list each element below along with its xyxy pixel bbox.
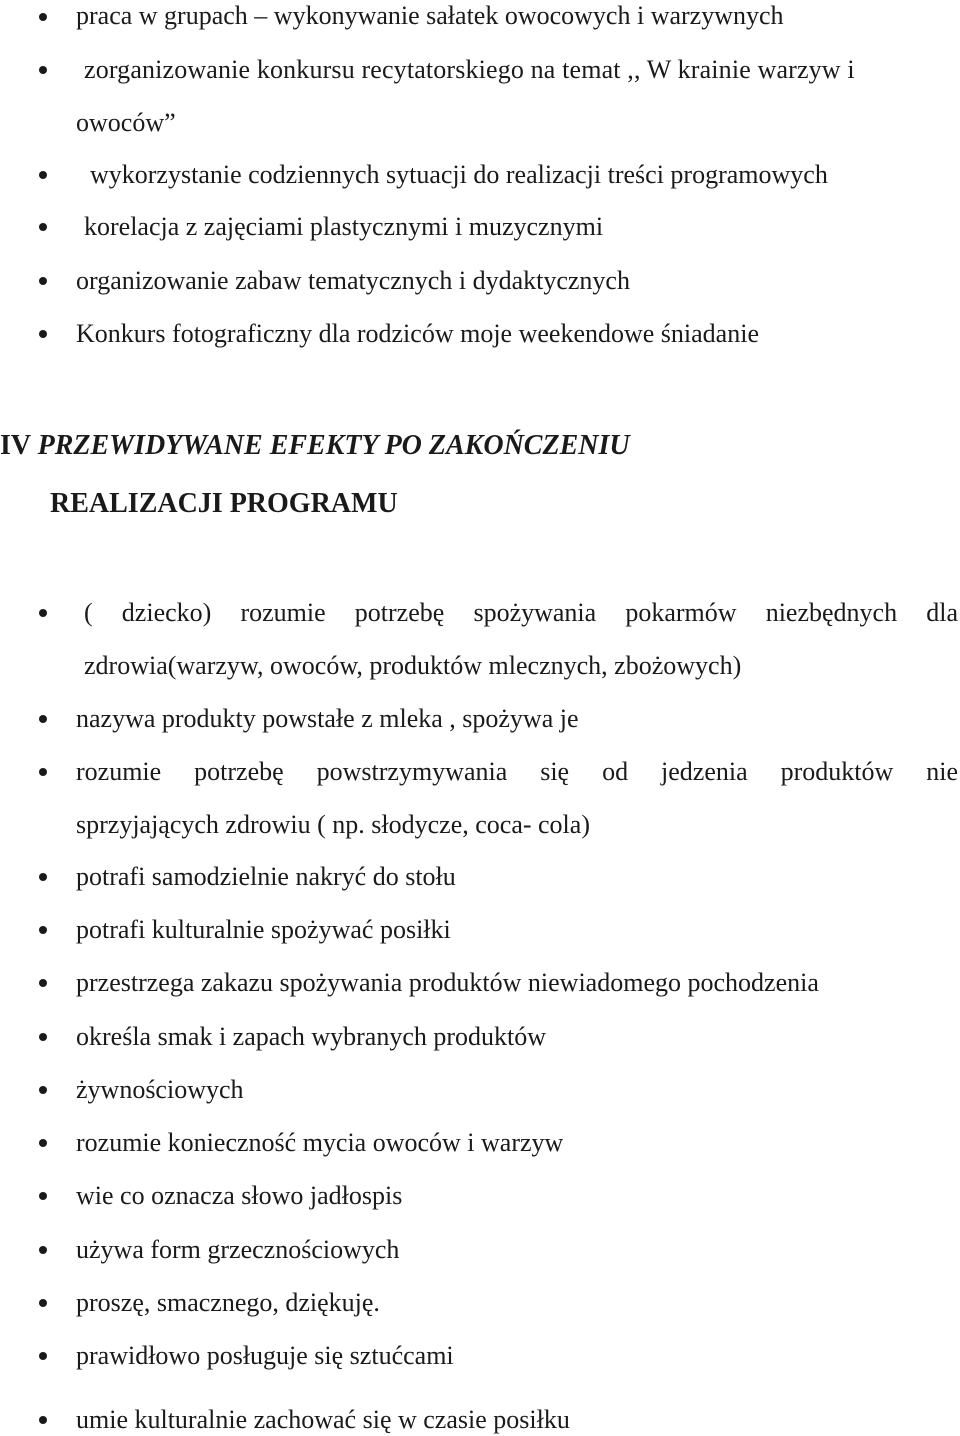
- list-item: umie kulturalnie zachować się w czasie posiłku: [76, 1405, 570, 1434]
- bullet-icon: [39, 223, 47, 231]
- list-item: potrafi samodzielnie nakryć do stołu: [76, 862, 456, 891]
- list-item: prawidłowo posługuje się sztućcami: [76, 1341, 454, 1370]
- list-item: używa form grzecznościowych: [76, 1235, 400, 1264]
- bullet-icon: [39, 1086, 47, 1094]
- bullet-icon: [39, 1416, 47, 1424]
- bullet-icon: [39, 1192, 47, 1200]
- list-item-continuation: owoców”: [76, 108, 176, 137]
- bullet-icon: [39, 609, 47, 617]
- bullet-icon: [39, 13, 47, 21]
- list-item: przestrzega zakazu spożywania produktów niewiadomego pochodzenia: [76, 968, 819, 997]
- list-item-continuation: sprzyjających zdrowiu ( np. słodycze, coca- cola): [76, 810, 590, 839]
- list-item: żywnościowych: [76, 1075, 244, 1104]
- bullet-icon: [39, 873, 47, 881]
- bullet-icon: [39, 768, 47, 776]
- bullet-icon: [39, 66, 47, 74]
- bullet-icon: [39, 1299, 47, 1307]
- list-item: korelacja z zajęciami plastycznymi i muzycznymi: [84, 212, 604, 241]
- bullet-icon: [39, 277, 47, 285]
- list-item: rozumie potrzebę powstrzymywania się od jedzenia produktów nie: [76, 757, 958, 786]
- bullet-icon: [39, 926, 47, 934]
- list-item: określa smak i zapach wybranych produktów: [76, 1022, 547, 1051]
- section-title-italic: PRZEWIDYWANE EFEKTY PO ZAKOŃCZENIU: [37, 430, 630, 461]
- bullet-icon: [39, 715, 47, 723]
- section-heading-line1: [0, 432, 630, 460]
- section-heading-line2: REALIZACJI PROGRAMU: [50, 488, 398, 519]
- list-item: proszę, smacznego, dziękuję.: [76, 1288, 380, 1317]
- bullet-icon: [39, 1352, 47, 1360]
- section-number: IV: [0, 430, 31, 461]
- list-item: organizowanie zabaw tematycznych i dydaktycznych: [76, 266, 630, 295]
- list-item: rozumie konieczność mycia owoców i warzyw: [76, 1128, 564, 1157]
- bullet-icon: [39, 1246, 47, 1254]
- list-item: ( dziecko) rozumie potrzebę spożywania pokarmów niezbędnych dla: [84, 598, 958, 627]
- list-item: Konkurs fotograficzny dla rodziców moje weekendowe śniadanie: [76, 319, 759, 348]
- list-item: zorganizowanie konkursu recytatorskiego na temat ,, W krainie warzyw i: [84, 55, 855, 84]
- list-item: praca w grupach – wykonywanie sałatek owocowych i warzywnych: [76, 1, 784, 30]
- bullet-icon: [39, 1033, 47, 1041]
- bullet-icon: [39, 1139, 47, 1147]
- list-item: nazywa produkty powstałe z mleka , spożywa je: [76, 704, 579, 733]
- list-item-continuation: zdrowia(warzyw, owoców, produktów mlecznych, zbożowych): [84, 651, 742, 680]
- bullet-icon: [39, 330, 47, 338]
- list-item: potrafi kulturalnie spożywać posiłki: [76, 915, 451, 944]
- list-item: wykorzystanie codziennych sytuacji do realizacji treści programowych: [90, 160, 828, 189]
- bullet-icon: [39, 979, 47, 987]
- bullet-icon: [39, 171, 47, 179]
- list-item: wie co oznacza słowo jadłospis: [76, 1181, 403, 1210]
